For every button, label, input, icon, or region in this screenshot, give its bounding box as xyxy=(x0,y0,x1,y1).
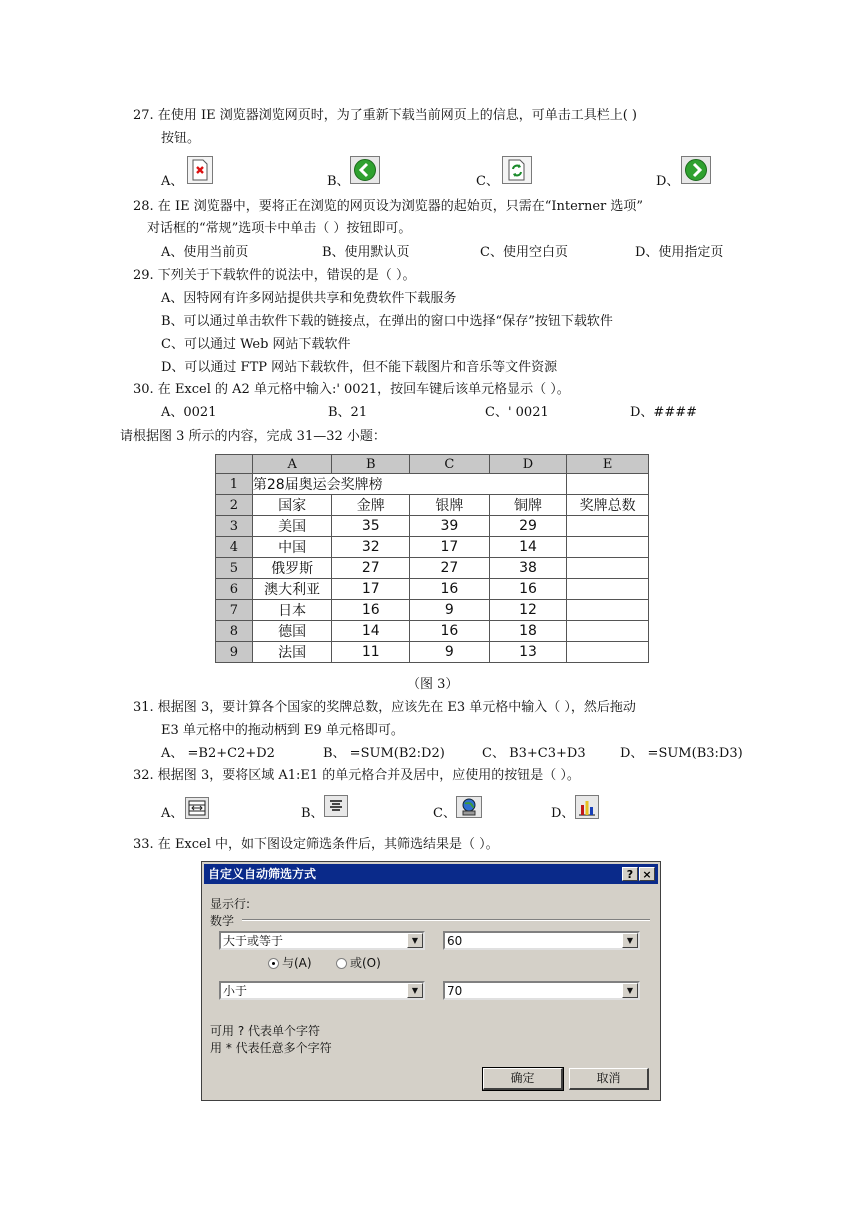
dialog-titlebar xyxy=(204,864,658,884)
wildcard-hint-1: 可用 ? 代表单个字符 xyxy=(210,1024,320,1038)
cancel-button[interactable]: 取消 xyxy=(569,1068,649,1090)
q30-option-b: B、21 xyxy=(328,405,368,420)
dialog-title: 自定义自动筛选方式 xyxy=(208,867,317,881)
row-header: 6 xyxy=(216,579,253,600)
q28-option-d: D、使用指定页 xyxy=(635,245,724,260)
cell: 德国 xyxy=(252,621,332,642)
q27-option-c: C、 xyxy=(476,174,499,189)
cell: 38 xyxy=(489,558,567,579)
q28-option-c: C、使用空白页 xyxy=(480,245,568,260)
cell: 16 xyxy=(410,621,490,642)
cell: 9 xyxy=(410,642,490,663)
show-rows-label: 显示行: xyxy=(210,897,251,911)
header-cell: 奖牌总数 xyxy=(567,495,649,516)
q31-option-b: B、 =SUM(B2:D2) xyxy=(323,746,445,761)
chart-wizard-icon xyxy=(456,796,482,818)
forward-arrow-icon xyxy=(681,156,711,184)
row-header: 8 xyxy=(216,621,253,642)
dropdown-arrow-icon[interactable]: ▼ xyxy=(407,983,423,998)
cell: 中国 xyxy=(252,537,332,558)
q27-option-d: D、 xyxy=(656,174,680,189)
table-row xyxy=(216,579,649,600)
cell: 35 xyxy=(332,516,410,537)
cell: 法国 xyxy=(252,642,332,663)
q33-stem: 33. 在 Excel 中，如下图设定筛选条件后，其筛选结果是（ ）。 xyxy=(133,837,499,852)
col-header-d: D xyxy=(489,455,567,474)
q29-stem: 29. 下列关于下载软件的说法中，错误的是（ ）。 xyxy=(133,268,416,283)
cell: 14 xyxy=(489,537,567,558)
header-cell: 金牌 xyxy=(332,495,410,516)
q27-option-b: B、 xyxy=(327,174,350,189)
and-radio-icon[interactable] xyxy=(268,958,279,969)
table-row xyxy=(216,600,649,621)
cell: 俄罗斯 xyxy=(252,558,332,579)
q30-option-d: D、#### xyxy=(630,405,697,420)
q29-option-c: C、可以通过 Web 网站下载软件 xyxy=(161,337,351,352)
q31-stem-line1: 31. 根据图 3，要计算各个国家的奖牌总数，应该先在 E3 单元格中输入（ ），然后拖动 xyxy=(133,700,636,715)
custom-autofilter-dialog xyxy=(201,861,661,1101)
cell: 27 xyxy=(332,558,410,579)
table-row xyxy=(216,558,649,579)
cell: 17 xyxy=(332,579,410,600)
q27-stem-line1: 27. 在使用 IE 浏览器浏览网页时，为了重新下载当前网页上的信息，可单击工具栏上( ) xyxy=(133,108,637,123)
dropdown-arrow-icon[interactable]: ▼ xyxy=(407,933,423,948)
condition2-operator-select[interactable] xyxy=(219,981,425,1000)
cell xyxy=(567,537,649,558)
condition2-value-combo[interactable] xyxy=(443,981,640,1000)
and-radio-option[interactable] xyxy=(268,954,312,971)
q29-option-a: A、因特网有许多网站提供共享和免费软件下载服务 xyxy=(161,291,457,306)
q32-option-d: D、 xyxy=(551,806,575,821)
or-radio-icon[interactable] xyxy=(336,958,347,969)
cell: 32 xyxy=(332,537,410,558)
cell xyxy=(567,516,649,537)
medal-spreadsheet xyxy=(215,454,649,663)
cell: 美国 xyxy=(252,516,332,537)
cell xyxy=(567,558,649,579)
help-button[interactable]: ? xyxy=(622,867,638,881)
row-header: 9 xyxy=(216,642,253,663)
corner-cell xyxy=(216,455,253,474)
field-name-label: 数学 xyxy=(210,914,235,928)
sheet-title: 第28届奥运会奖牌榜 xyxy=(252,474,489,495)
or-radio-label: 或(O) xyxy=(350,956,381,970)
cell: 16 xyxy=(410,579,490,600)
cell: 日本 xyxy=(252,600,332,621)
cell: 澳大利亚 xyxy=(252,579,332,600)
dropdown-arrow-icon[interactable]: ▼ xyxy=(622,983,638,998)
cell xyxy=(567,621,649,642)
cell: 27 xyxy=(410,558,490,579)
cell: 18 xyxy=(489,621,567,642)
cell: 16 xyxy=(489,579,567,600)
figure-caption: （图 3） xyxy=(407,677,459,692)
or-radio-option[interactable] xyxy=(336,954,381,971)
q32-option-c: C、 xyxy=(433,806,456,821)
cell: 14 xyxy=(332,621,410,642)
q29-option-b: B、可以通过单击软件下载的链接点，在弹出的窗口中选择“保存”按钮下载软件 xyxy=(161,314,613,329)
q31-option-d: D、 =SUM(B3:D3) xyxy=(620,746,743,761)
cell: 11 xyxy=(332,642,410,663)
q28-stem-line2: 对话框的“常规”选项卡中单击（ ）按钮即可。 xyxy=(147,221,412,236)
row-header: 5 xyxy=(216,558,253,579)
back-arrow-icon xyxy=(350,156,380,184)
col-header-e: E xyxy=(567,455,649,474)
condition1-operator-value: 大于或等于 xyxy=(223,934,284,948)
close-button[interactable]: × xyxy=(639,867,655,881)
intro-text: 请根据图 3 所示的内容，完成 31—32 小题： xyxy=(120,429,386,444)
merge-center-icon xyxy=(185,797,209,819)
q30-option-c: C、' 0021 xyxy=(485,405,549,420)
dropdown-arrow-icon[interactable]: ▼ xyxy=(622,933,638,948)
cell xyxy=(567,579,649,600)
row-header: 2 xyxy=(216,495,253,516)
q29-option-d: D、可以通过 FTP 网站下载软件，但不能下载图片和音乐等文件资源 xyxy=(161,360,558,375)
cell xyxy=(567,600,649,621)
cell: 9 xyxy=(410,600,490,621)
title-row xyxy=(216,474,649,495)
stop-icon xyxy=(187,156,213,184)
q28-stem-line1: 28. 在 IE 浏览器中，要将正在浏览的网页设为浏览器的起始页，只需在“Interner 选项” xyxy=(133,199,644,214)
cell: 29 xyxy=(489,516,567,537)
col-header-c: C xyxy=(410,455,490,474)
header-cell: 银牌 xyxy=(410,495,490,516)
ok-button[interactable]: 确定 xyxy=(483,1068,563,1090)
q28-option-b: B、使用默认页 xyxy=(322,245,410,260)
bar-chart-icon xyxy=(575,795,599,819)
row-header: 3 xyxy=(216,516,253,537)
q32-stem: 32. 根据图 3，要将区域 A1:E1 的单元格合并及居中，应使用的按钮是（ ）。 xyxy=(133,768,580,783)
table-row xyxy=(216,642,649,663)
cell: 12 xyxy=(489,600,567,621)
wildcard-hint-2: 用 * 代表任意多个字符 xyxy=(210,1041,332,1055)
q31-stem-line2: E3 单元格中的拖动柄到 E9 单元格即可。 xyxy=(161,723,404,738)
row-header: 7 xyxy=(216,600,253,621)
group-divider xyxy=(242,919,650,921)
table-row xyxy=(216,621,649,642)
row-header: 1 xyxy=(216,474,253,495)
cell: 39 xyxy=(410,516,490,537)
cell: 17 xyxy=(410,537,490,558)
table-row xyxy=(216,537,649,558)
condition1-value: 60 xyxy=(447,934,463,948)
cell xyxy=(567,642,649,663)
q31-option-c: C、 B3+C3+D3 xyxy=(482,746,586,761)
q32-option-b: B、 xyxy=(301,806,324,821)
q27-option-a: A、 xyxy=(161,174,184,189)
table-row xyxy=(216,516,649,537)
cell: 13 xyxy=(489,642,567,663)
condition2-value: 70 xyxy=(447,984,463,998)
col-header-b: B xyxy=(332,455,410,474)
condition1-value-combo[interactable] xyxy=(443,931,640,950)
q31-option-a: A、 =B2+C2+D2 xyxy=(161,746,275,761)
header-cell: 国家 xyxy=(252,495,332,516)
q27-stem-line2: 按钮。 xyxy=(161,131,201,146)
row-header: 4 xyxy=(216,537,253,558)
column-header-row xyxy=(216,455,649,474)
align-center-icon xyxy=(324,795,348,817)
q30-option-a: A、0021 xyxy=(161,405,217,420)
cell: 16 xyxy=(332,600,410,621)
q28-option-a: A、使用当前页 xyxy=(161,245,249,260)
refresh-icon xyxy=(502,156,532,184)
q30-stem: 30. 在 Excel 的 A2 单元格中输入:' 0021，按回车键后该单元格显示（ ）。 xyxy=(133,382,570,397)
and-radio-label: 与(A) xyxy=(282,956,312,970)
header-cell: 铜牌 xyxy=(489,495,567,516)
q32-option-a: A、 xyxy=(161,806,184,821)
header-row xyxy=(216,495,649,516)
condition2-operator-value: 小于 xyxy=(223,984,248,998)
col-header-a: A xyxy=(252,455,332,474)
condition1-operator-select[interactable] xyxy=(219,931,425,950)
